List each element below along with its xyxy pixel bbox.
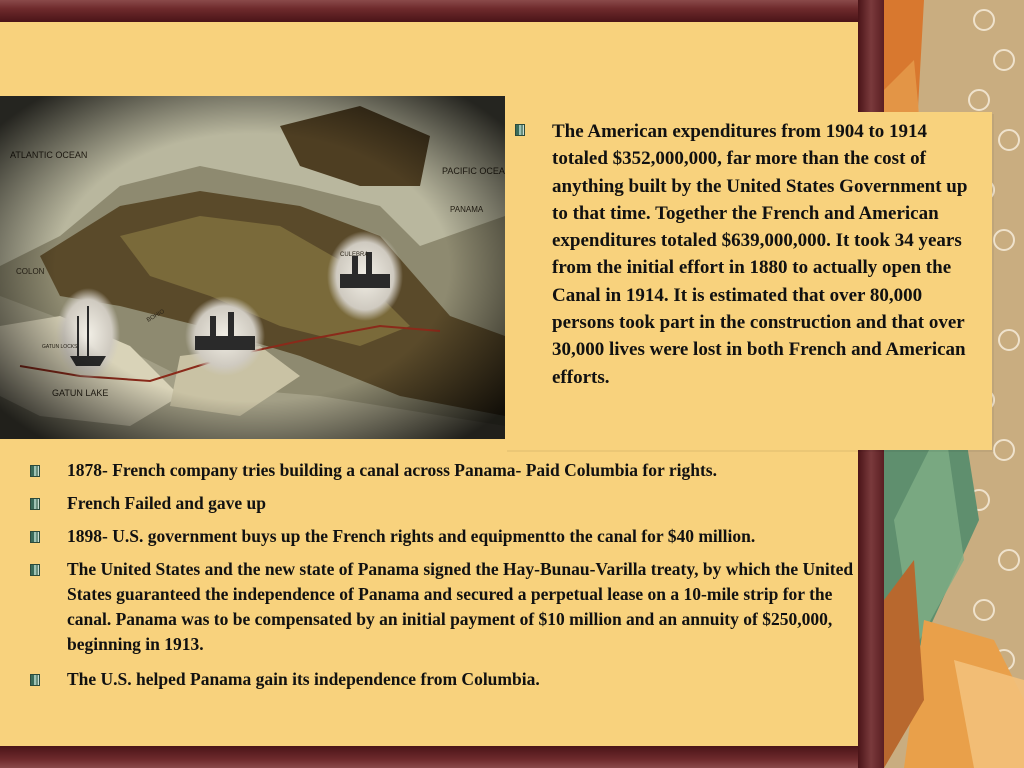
list-item: [30, 491, 870, 516]
callout-text: The American expenditures from 1904 to 1914 totaled $352,000,000, far more than the cost of anything built by the United States Government up to that time. Together the French and American expenditures totaled $639,000,000. It took 34 years from the initial effort in 1880 to actually open the Canal in 1914. It is estimated that over 80,000 persons took part in the construction and that over 30,000 lives were lost in both French and American efforts.: [552, 121, 968, 388]
list-item-text: 1878- French company tries building a canal across Panama- Paid Columbia for rights.: [67, 460, 717, 480]
list-item: [30, 524, 870, 549]
frame-top: [0, 0, 884, 22]
bullet-icon: [515, 124, 525, 136]
bullet-icon: [30, 674, 40, 686]
list-item-text: French Failed and gave up: [67, 493, 267, 513]
list-item-text: The U.S. helped Panama gain its independence from Columbia.: [67, 669, 540, 689]
panama-canal-map-image: [0, 96, 505, 439]
list-item-text: The United States and the new state of Panama signed the Hay-Bunau-Varilla treaty, by which the United States guaranteed the independence of Panama and secured a perpetual lease on a 10-mile strip for the canal. Panama was to be compensated by an initial payment of $10 million and an annuity of $250,000, beginning in 1913.: [67, 559, 854, 654]
list-item: [30, 458, 870, 483]
bullet-list: [30, 458, 870, 700]
list-item: [30, 557, 870, 657]
expenditures-callout: [505, 112, 992, 450]
list-item-text: 1898- U.S. government buys up the French rights and equipmentto the canal for $40 million.: [67, 526, 756, 546]
bullet-icon: [30, 564, 40, 576]
frame-bottom: [0, 746, 884, 768]
bullet-icon: [30, 531, 40, 543]
bullet-icon: [30, 465, 40, 477]
list-item: [30, 667, 870, 692]
bullet-icon: [30, 498, 40, 510]
